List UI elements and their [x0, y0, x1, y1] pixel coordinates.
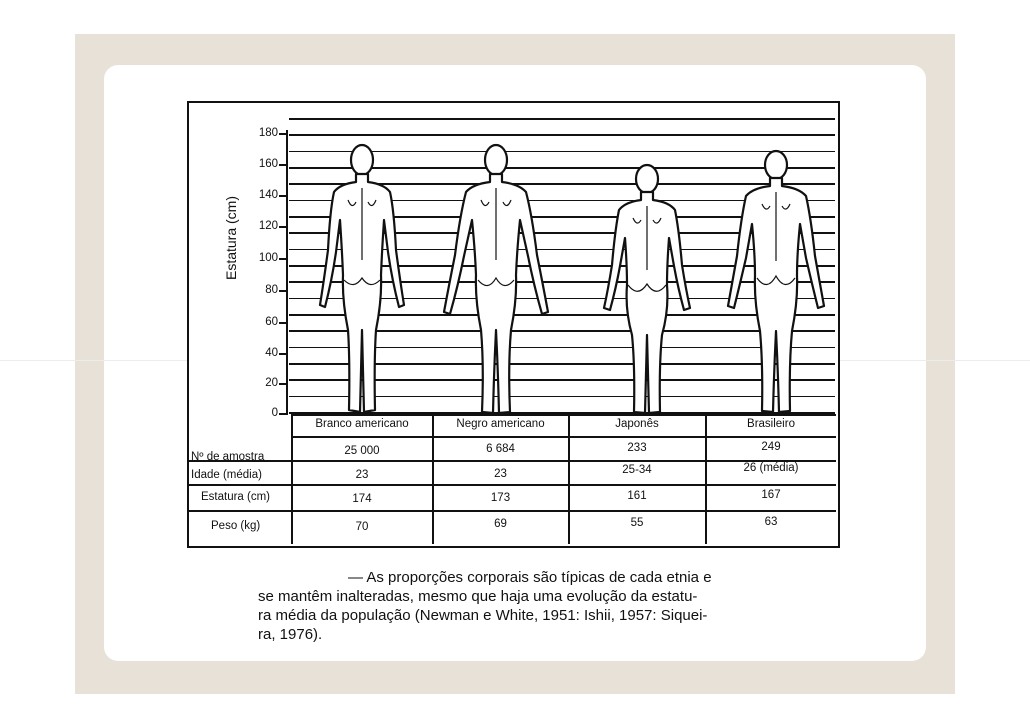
table-cell: 174	[352, 493, 372, 505]
table-cell: 6 684	[486, 443, 515, 455]
column-header: Negro americano	[456, 418, 545, 430]
table-cell: 63	[764, 516, 778, 528]
y-axis-line	[286, 130, 288, 415]
y-tick-label: 20	[265, 377, 278, 389]
row-label: Nº de amostra	[191, 451, 265, 463]
table-cell: 26 (média)	[743, 462, 799, 474]
caption-line: se mantêm inalteradas, mesmo que haja uma evolução da estatu-	[258, 588, 698, 605]
caption-line: ra média da população (Newman e White, 1951: Ishii, 1957: Siquei-	[258, 607, 708, 624]
column-header: Brasileiro	[747, 418, 795, 430]
grid-line	[289, 118, 835, 120]
caption-line: — As proporções corporais são típicas de cada etnia e	[348, 569, 712, 586]
body-figure-negro-americano	[441, 140, 551, 415]
y-tick-label: 140	[258, 189, 278, 201]
row-label: Estatura (cm)	[201, 491, 271, 503]
grid-line	[289, 134, 835, 136]
caption-line: ra, 1976).	[258, 626, 323, 643]
y-tick-label: 80	[265, 284, 278, 296]
table-line	[291, 436, 836, 438]
body-figure-japones	[597, 160, 697, 415]
table-cell: 70	[355, 521, 369, 533]
y-tick-label: 0	[271, 407, 278, 419]
table-cell: 25-34	[622, 464, 652, 476]
column-header: Japonês	[615, 418, 659, 430]
table-line	[291, 414, 836, 416]
table-line	[188, 510, 836, 512]
y-tick-label: 180	[258, 127, 278, 139]
y-tick-label: 40	[265, 347, 278, 359]
y-tick-label: 120	[258, 220, 278, 232]
table-cell: 25 000	[344, 445, 380, 457]
body-figure-branco-americano	[312, 140, 412, 415]
figure-caption	[258, 568, 778, 644]
table-cell: 23	[355, 469, 369, 481]
table-line	[188, 484, 836, 486]
y-tick-label: 100	[258, 252, 278, 264]
column-header: Branco americano	[315, 418, 409, 430]
table-cell: 173	[490, 492, 511, 504]
row-label: Idade (média)	[191, 469, 262, 481]
y-tick-label: 60	[265, 316, 278, 328]
table-cell: 69	[494, 518, 507, 530]
body-figure-brasileiro	[720, 146, 832, 414]
table-cell: 55	[630, 517, 644, 529]
table-cell: 249	[761, 441, 781, 453]
table-cell: 161	[627, 490, 647, 502]
y-axis-label: Estatura (cm)	[223, 195, 239, 281]
table-cell: 23	[494, 468, 507, 480]
table-cell: 233	[627, 442, 647, 454]
table-cell: 167	[761, 489, 781, 501]
y-tick-label: 160	[258, 158, 278, 170]
row-label: Peso (kg)	[211, 520, 261, 532]
